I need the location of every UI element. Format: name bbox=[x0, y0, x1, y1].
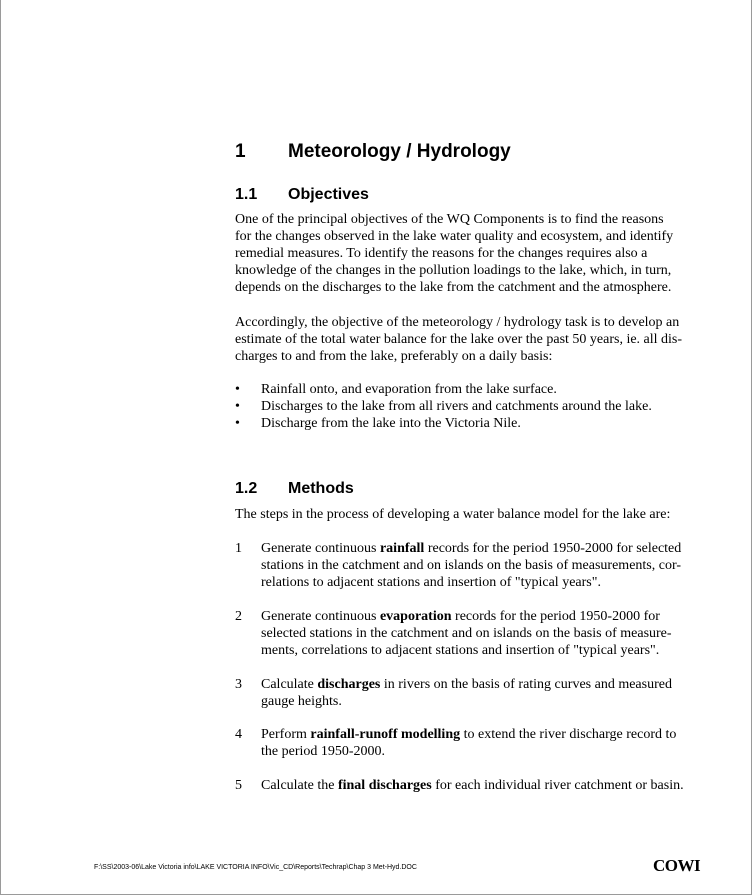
step-text: Calculate bbox=[261, 677, 318, 692]
method-step-3 bbox=[235, 676, 705, 710]
step-text-line: ments, correlations to adjacent stations and insertion of "typical years". bbox=[261, 643, 660, 658]
text-line: knowledge of the changes in the pollution loadings to the lake, which, in turn, bbox=[235, 263, 672, 278]
step-keyword: discharges bbox=[317, 677, 381, 692]
step-text: Generate continuous bbox=[261, 541, 380, 556]
text-line: for the changes observed in the lake water quality and ecosystem, and identify bbox=[235, 229, 674, 244]
step-text: for each individual river catchment or basin. bbox=[431, 778, 684, 793]
step-number: 2 bbox=[235, 609, 242, 624]
bullet-icon: • bbox=[235, 416, 240, 431]
step-text-line: gauge heights. bbox=[261, 694, 342, 709]
step-keyword: rainfall bbox=[379, 541, 425, 556]
text-line: Accordingly, the objective of the meteorology / hydrology task is to develop an bbox=[235, 315, 680, 330]
method-step-1 bbox=[235, 540, 705, 591]
step-text: in rivers on the basis of rating curves and measured bbox=[380, 677, 672, 692]
section-number: 1.1 bbox=[235, 186, 258, 203]
text-line: charges to and from the lake, preferably on a daily basis: bbox=[235, 349, 553, 364]
chapter-heading bbox=[235, 141, 511, 163]
step-text: Calculate the bbox=[261, 778, 338, 793]
section-title: Objectives bbox=[288, 186, 369, 203]
list-item bbox=[235, 415, 705, 432]
step-text-line: selected stations in the catchment and on islands on the basis of measure- bbox=[261, 626, 672, 641]
section-heading-methods bbox=[235, 480, 354, 498]
section-number: 1.2 bbox=[235, 480, 258, 497]
step-text-line: stations in the catchment and on islands on the basis of measurements, cor- bbox=[261, 558, 682, 573]
objectives-bullet-list bbox=[235, 381, 705, 432]
list-item bbox=[235, 381, 705, 398]
text-line: estimate of the total water balance for the lake over the past 50 years, ie. all dis- bbox=[235, 332, 683, 347]
list-item-text: Rainfall onto, and evaporation from the lake surface. bbox=[261, 382, 557, 397]
step-text: Generate continuous bbox=[261, 609, 380, 624]
list-item-text: Discharges to the lake from all rivers and catchments around the lake. bbox=[261, 399, 652, 414]
cowi-logo: COWI bbox=[653, 856, 701, 875]
section-heading-objectives bbox=[235, 186, 369, 204]
method-step-4 bbox=[235, 726, 705, 760]
objectives-paragraph-2 bbox=[235, 314, 700, 365]
objectives-paragraph-1 bbox=[235, 211, 700, 296]
step-number: 5 bbox=[235, 778, 242, 793]
step-text: records for the period 1950-2000 for bbox=[451, 609, 660, 624]
list-item-text: Discharge from the lake into the Victoria Nile. bbox=[261, 416, 521, 431]
step-text: records for the period 1950-2000 for selected bbox=[424, 541, 682, 556]
list-item bbox=[235, 398, 705, 415]
step-number: 1 bbox=[235, 541, 242, 556]
method-step-5 bbox=[235, 777, 705, 794]
step-number: 3 bbox=[235, 677, 242, 692]
bullet-icon: • bbox=[235, 382, 240, 397]
step-keyword: evaporation bbox=[379, 609, 452, 624]
bullet-icon: • bbox=[235, 399, 240, 414]
step-number: 4 bbox=[235, 727, 242, 742]
step-text: Perform bbox=[261, 727, 311, 742]
method-step-2 bbox=[235, 608, 705, 659]
methods-intro bbox=[235, 506, 700, 523]
section-title: Methods bbox=[288, 480, 354, 497]
footer-file-path: F:\SS\2003-06\Lake Victoria info\LAKE VICTORIA INFO\Vic_CD\Reports\Techrap\Chap 3 Met-Hyd.DOC bbox=[94, 864, 417, 871]
text-line: remedial measures. To identify the reasons for the changes requires also a bbox=[235, 246, 648, 261]
text-line: depends on the discharges to the lake from the catchment and the atmosphere. bbox=[235, 280, 672, 295]
chapter-number: 1 bbox=[235, 141, 246, 162]
step-text: to extend the river discharge record to bbox=[460, 727, 677, 742]
text-line: One of the principal objectives of the WQ Components is to find the reasons bbox=[235, 212, 664, 227]
step-keyword: final discharges bbox=[337, 778, 432, 793]
text-line: The steps in the process of developing a water balance model for the lake are: bbox=[235, 507, 671, 522]
step-text-line: relations to adjacent stations and insertion of "typical years". bbox=[261, 575, 601, 590]
step-keyword: rainfall-runoff modelling bbox=[310, 727, 461, 742]
step-text-line: the period 1950-2000. bbox=[261, 744, 386, 759]
chapter-title: Meteorology / Hydrology bbox=[288, 141, 511, 162]
